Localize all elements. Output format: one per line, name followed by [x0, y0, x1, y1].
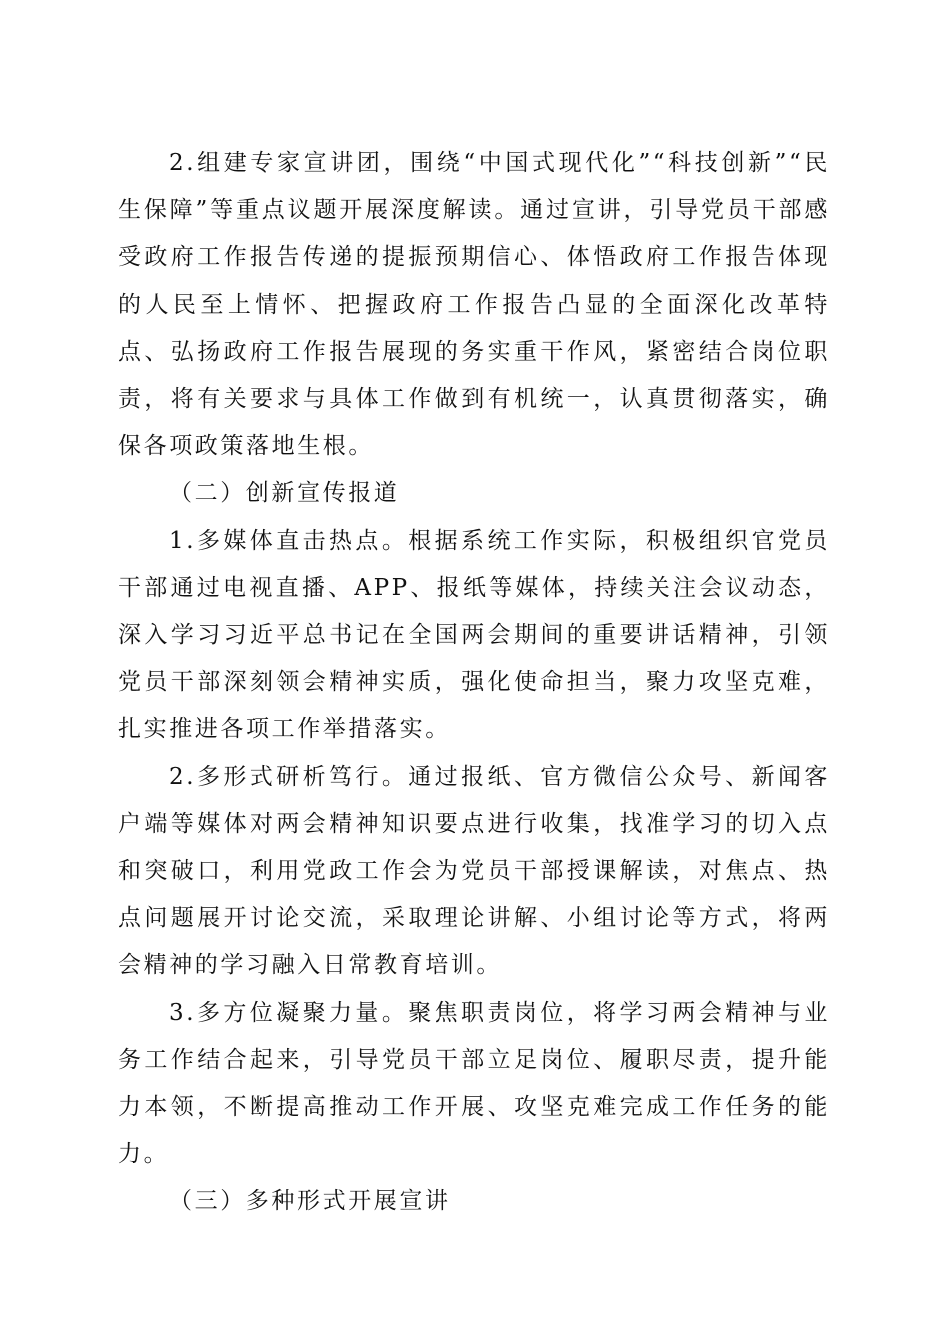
section-heading-publicity: （二）创新宣传报道 — [169, 480, 400, 507]
section-heading-lectures: （三）多种形式开展宣讲 — [169, 1188, 451, 1215]
paragraph-multimedia: 1.多媒体直击热点。根据系统工作实际，积极组织官党员干部通过电视直播、APP、报纸等媒体，持续关注会议动态，深入学习习近平总书记在全国两会期间的重要讲话精神，引领党员干部深刻领会精神实质，强化使命担当，聚力攻坚克难，扎实推进各项工作举措落实。 — [118, 527, 830, 743]
paragraph-expert-team: 2.组建专家宣讲团，围绕“中国式现代化”“科技创新”“民生保障”等重点议题开展深度解读。通过宣讲，引导党员干部感受政府工作报告传递的提振预期信心、体悟政府工作报告体现的人民至上情怀、把握政府工作报告凸显的全面深化改革特点、弘扬政府工作报告展现的务实重干作风，紧密结合岗位职责，将有关要求与具体工作做到有机统一，认真贯彻落实，确保各项政策落地生根。 — [118, 150, 830, 460]
paragraph-multidirection: 3.多方位凝聚力量。聚焦职责岗位，将学习两会精神与业务工作结合起来，引导党员干部立足岗位、履职尽责，提升能力本领，不断提高推动工作开展、攻坚克难完成工作任务的能力。 — [118, 999, 830, 1168]
document-body — [118, 140, 830, 1226]
paragraph-multiform-study: 2.多形式研析笃行。通过报纸、官方微信公众号、新闻客户端等媒体对两会精神知识要点进行收集，找准学习的切入点和突破口，利用党政工作会为党员干部授课解读，对焦点、热点问题展开讨论交流，采取理论讲解、小组讨论等方式，将两会精神的学习融入日常教育培训。 — [118, 763, 830, 979]
